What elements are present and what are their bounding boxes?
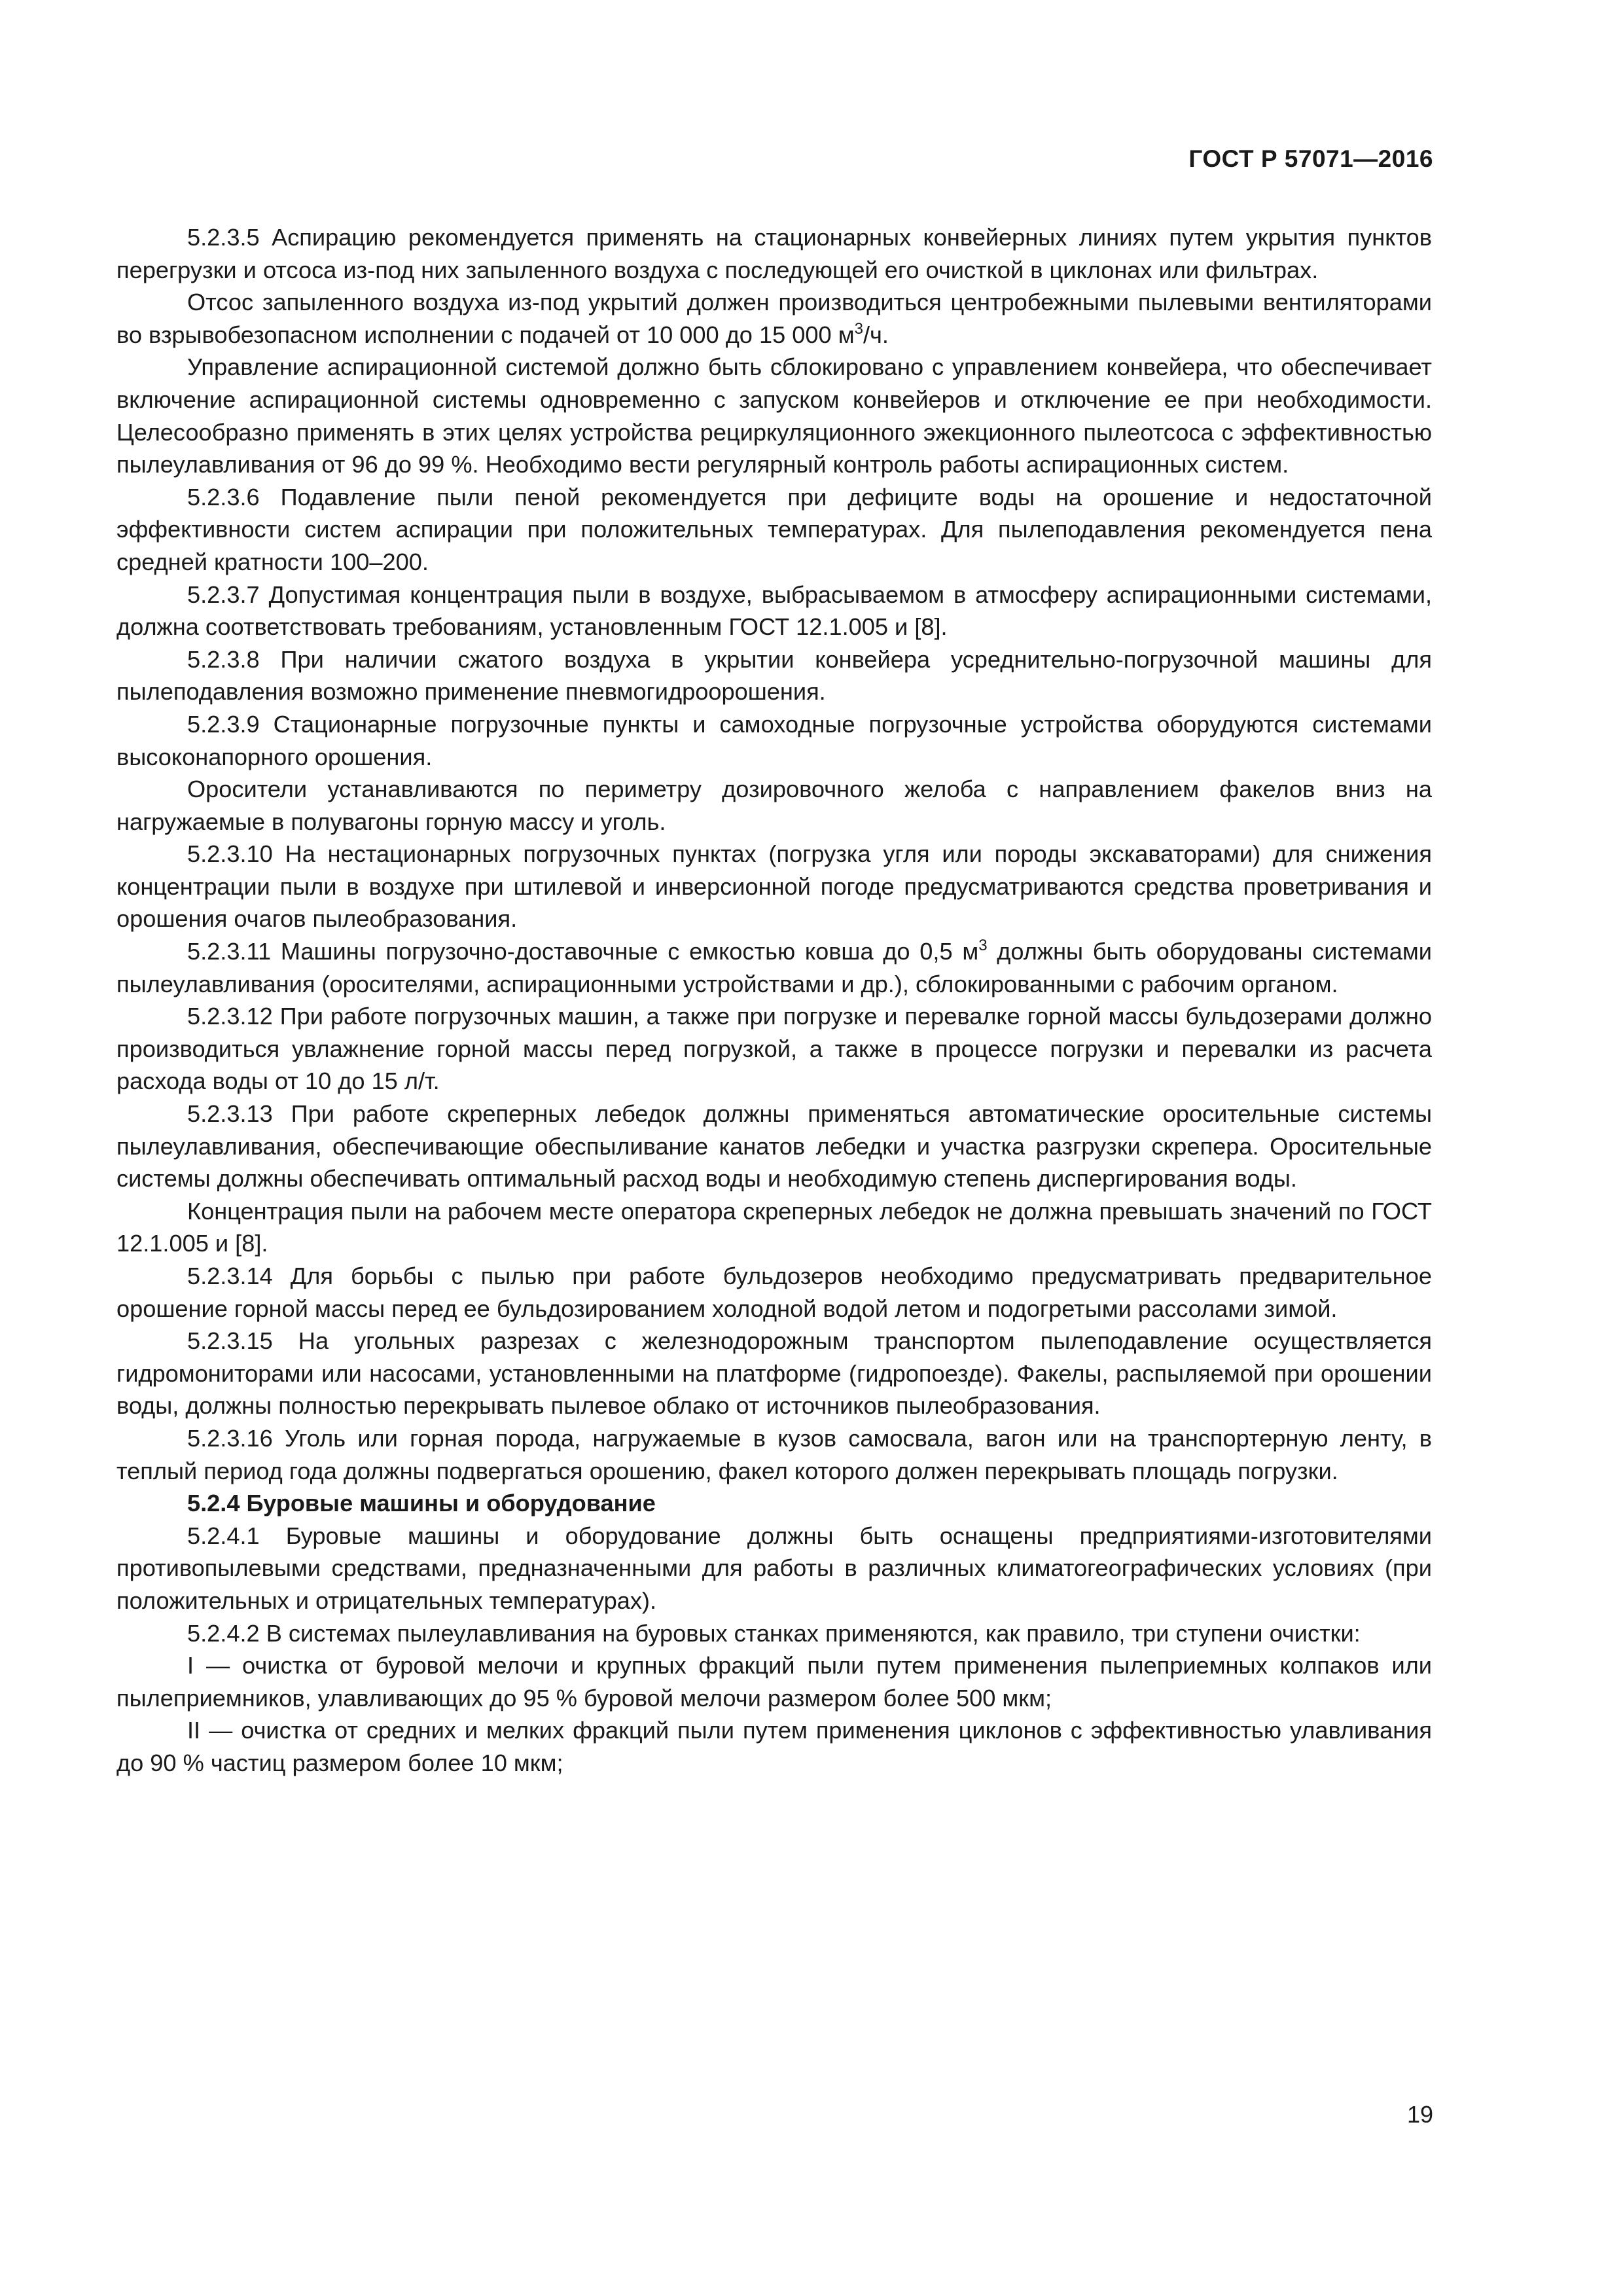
paragraph-5-2-3-13: 5.2.3.13 При работе скреперных лебедок должны применяться автоматические оросительные системы пылеулавливания, обеспечивающие обеспыливание канатов лебедки и участка разгрузки скрепера. Оросительные системы должны обеспечивать оптимальный расход воды и необходимую степень диспергирования воды. [116, 1100, 1432, 1193]
paragraph-5-2-3-12: 5.2.3.12 При работе погрузочных машин, а также при погрузке и перевалке горной массы бульдозерами должно производиться увлажнение горной массы перед погрузкой, а также в процессе погрузки и перевалки из расчета расхода воды от 10 до 15 л/т. [116, 1003, 1432, 1095]
paragraph-5-2-3-9: 5.2.3.9 Стационарные погрузочные пункты и самоходные погрузочные устройства оборудуются системами высоконапорного орошения. [116, 710, 1432, 770]
paragraph-5-2-3-6: 5.2.3.6 Подавление пыли пеной рекомендуется при дефиците воды на орошение и недостаточной эффективности систем аспирации при положительных температурах. Для пылеподавления рекомендуется пена средней кратности 100–200. [116, 483, 1432, 575]
paragraph-text: должны быть оборудованы системами пылеулавливания (оросителями, аспирационными устройствами и др.), сблокированными с рабочим органом. [116, 938, 1432, 997]
paragraph-5-2-4-1: 5.2.4.1 Буровые машины и оборудование должны быть оснащены предприятиями-изготовителями противопылевыми средствами, предназначенными для работы в различных климатогеографических условиях (при положительных и отрицательных температурах). [116, 1522, 1432, 1614]
paragraph-sprinklers: Оросители устанавливаются по периметру дозировочного желоба с направлением факелов вниз на нагружаемые в полувагоны горную массу и уголь. [116, 776, 1432, 835]
paragraph-5-2-3-10: 5.2.3.10 На нестационарных погрузочных пунктах (погрузка угля или породы экскаваторами) для снижения концентрации пыли в воздухе при штилевой и инверсионной погоде предусматриваются средства проветривания и орошения очагов пылеобразования. [116, 840, 1432, 933]
paragraph-5-2-3-8: 5.2.3.8 При наличии сжатого воздуха в укрытии конвейера усреднительно-погрузочной машины для пылеподавления возможно применение пневмогидроорошения. [116, 645, 1432, 706]
document-header-code: ГОСТ Р 57071—2016 [1188, 145, 1433, 172]
page-number: 19 [1406, 2101, 1433, 2128]
paragraph-exhaust-ventilators [116, 286, 1432, 351]
paragraph-5-2-3-14: 5.2.3.14 Для борьбы с пылью при работе бульдозеров необходимо предусматривать предварительное орошение горной массы перед ее бульдозированием холодной водой летом и подогретыми рассолами зимой. [116, 1263, 1432, 1322]
paragraph-5-2-3-15: 5.2.3.15 На угольных разрезах с железнодорожным транспортом пылеподавление осуществляется гидромониторами или насосами, установленными на платформе (гидропоезде). Факелы, распыляемой при орошении воды, должны полностью перекрывать пылевое облако от источников пылеобразования. [116, 1327, 1432, 1420]
paragraph-5-2-3-16: 5.2.3.16 Уголь или горная порода, нагружаемые в кузов самосвала, вагон или на транспортерную ленту, в теплый период года должны подвергаться орошению, факел которого должен перекрывать площадь погрузки. [116, 1424, 1432, 1484]
paragraph-5-2-4-2: 5.2.4.2 В системах пылеулавливания на буровых станках применяются, как правило, три ступени очистки: [187, 1619, 1361, 1647]
list-item-stage-2: II — очистка от средних и мелких фракций пыли путем применения циклонов с эффективностью улавливания до 90 % частиц размером более 10 мкм; [116, 1717, 1432, 1776]
section-heading-5-2-4: 5.2.4 Буровые машины и оборудование [187, 1490, 656, 1517]
paragraph-dust-concentration: Концентрация пыли на рабочем месте оператора скреперных лебедок не должна превышать значений по ГОСТ 12.1.005 и [8]. [116, 1197, 1432, 1257]
paragraph-aspiration-control: Управление аспирационной системой должно быть сблокировано с управлением конвейера, что обеспечивает включение аспирационной системы одновременно с запуском конвейеров и отключение ее при необходимости. Целесообразно применять в этих целях устройства рециркуляционного эжекционного пылеотсоса с эффективностью пылеулавливания от 96 до 99 %. Необходимо вести регулярный контроль работы аспирационных систем. [116, 353, 1432, 478]
superscript: 3 [978, 937, 988, 955]
paragraph-5-2-3-5: 5.2.3.5 Аспирацию рекомендуется применять на стационарных конвейерных линиях путем укрытия пунктов перегрузки и отсоса из-под них запыленного воздуха с последующей его очисткой в циклонах или фильтрах. [116, 224, 1432, 283]
paragraph-5-2-3-7: 5.2.3.7 Допустимая концентрация пыли в воздухе, выбрасываемом в атмосферу аспирационными системами, должна соответствовать требованиям, установленным ГОСТ 12.1.005 и [8]. [116, 581, 1432, 641]
list-item-stage-1: I — очистка от буровой мелочи и крупных фракций пыли путем применения пылеприемных колпаков или пылеприемников, улавливающих до 95 % буровой мелочи размером более 500 мкм; [116, 1652, 1432, 1712]
paragraph-text: Отсос запыленного воздуха из-под укрытий должен производиться центробежными пылевыми вентиляторами во взрывобезопасном исполнении с подачей от 10 000 до 15 000 м [116, 289, 1432, 348]
paragraph-5-2-3-11 [116, 935, 1432, 1000]
document-body [116, 221, 1432, 1780]
paragraph-text: 5.2.3.11 Машины погрузочно-доставочные с емкостью ковша до 0,5 м [187, 938, 979, 965]
paragraph-text: /ч. [863, 321, 889, 348]
superscript: 3 [854, 319, 863, 338]
